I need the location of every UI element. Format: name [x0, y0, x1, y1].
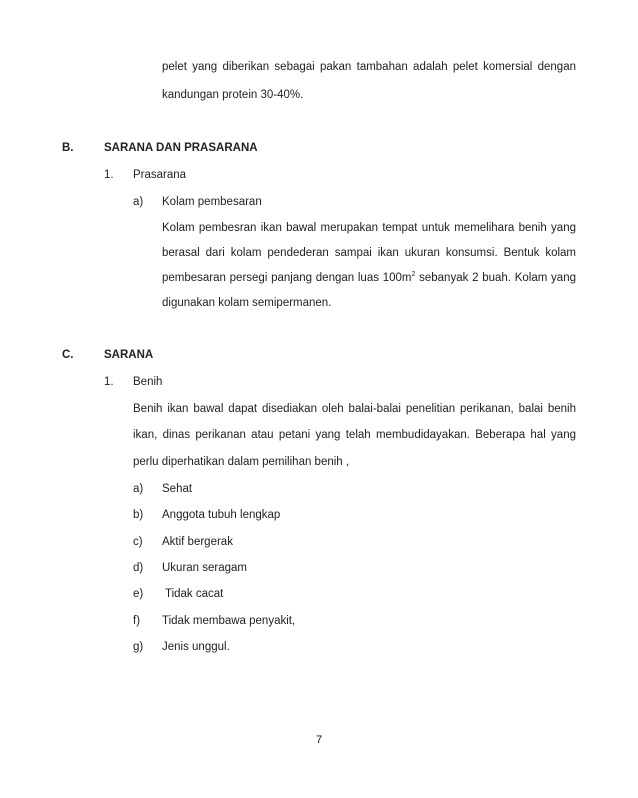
kolam-line-3-post: sebanyak 2 buah. Kolam yang [415, 272, 576, 284]
list-item-marker: g) [133, 641, 144, 653]
section-b-sub-a-marker: a) [133, 196, 144, 208]
list-item-marker: b) [133, 509, 144, 521]
list-item-text: Anggota tubuh lengkap [162, 509, 281, 521]
section-c-item1-num: 1. [104, 376, 114, 388]
area-superscript: 2 [411, 271, 416, 278]
section-b-sub-a-label: Kolam pembesaran [162, 196, 262, 208]
section-b-marker: B. [62, 142, 74, 154]
continuation-line-1: pelet yang diberikan sebagai pakan tambahan adalah pelet komersial dengan [162, 61, 576, 73]
kolam-paragraph-line-2: berasal dari kolam pendederan sampai ikan ukuran konsumsi. Bentuk kolam [162, 247, 576, 259]
continuation-line-2: kandungan protein 30-40%. [162, 89, 304, 101]
kolam-paragraph-line-3 [162, 271, 576, 285]
kolam-paragraph-line-1: Kolam pembesran ikan bawal merupakan tempat untuk memelihara benih yang [162, 222, 576, 234]
kolam-paragraph-line-4: digunakan kolam semipermanen. [162, 297, 332, 309]
list-item-text: Tidak cacat [162, 588, 224, 600]
kolam-line-3-pre: pembesaran persegi panjang dengan luas 100m [162, 272, 412, 284]
section-b-item1-num: 1. [104, 169, 114, 181]
list-item-text: Sehat [162, 483, 193, 495]
section-c-item1-label: Benih [133, 376, 163, 388]
list-item-marker: c) [133, 536, 143, 548]
list-item-marker: d) [133, 562, 144, 574]
benih-paragraph-line-2: ikan, dinas perikanan atau petani yang telah membudidayakan. Beberapa hal yang [133, 429, 576, 441]
list-item-text: Tidak membawa penyakit, [162, 615, 296, 627]
list-item-marker: a) [133, 483, 144, 495]
benih-paragraph-line-3: perlu diperhatikan dalam pemilihan benih , [133, 456, 350, 468]
list-item-text: Jenis unggul. [162, 641, 230, 653]
list-item-text: Aktif bergerak [162, 536, 233, 548]
list-item-marker: f) [133, 615, 141, 627]
list-item-text: Ukuran seragam [162, 562, 248, 574]
benih-paragraph-line-1: Benih ikan bawal dapat disediakan oleh balai-balai penelitian perikanan, balai benih [133, 403, 576, 415]
section-b-title: SARANA DAN PRASARANA [104, 142, 258, 154]
section-c-marker: C. [62, 349, 74, 361]
list-item-marker: e) [133, 588, 144, 600]
section-b-item1-label: Prasarana [133, 169, 187, 181]
section-c-title: SARANA [104, 349, 154, 361]
page-number: 7 [315, 734, 323, 746]
